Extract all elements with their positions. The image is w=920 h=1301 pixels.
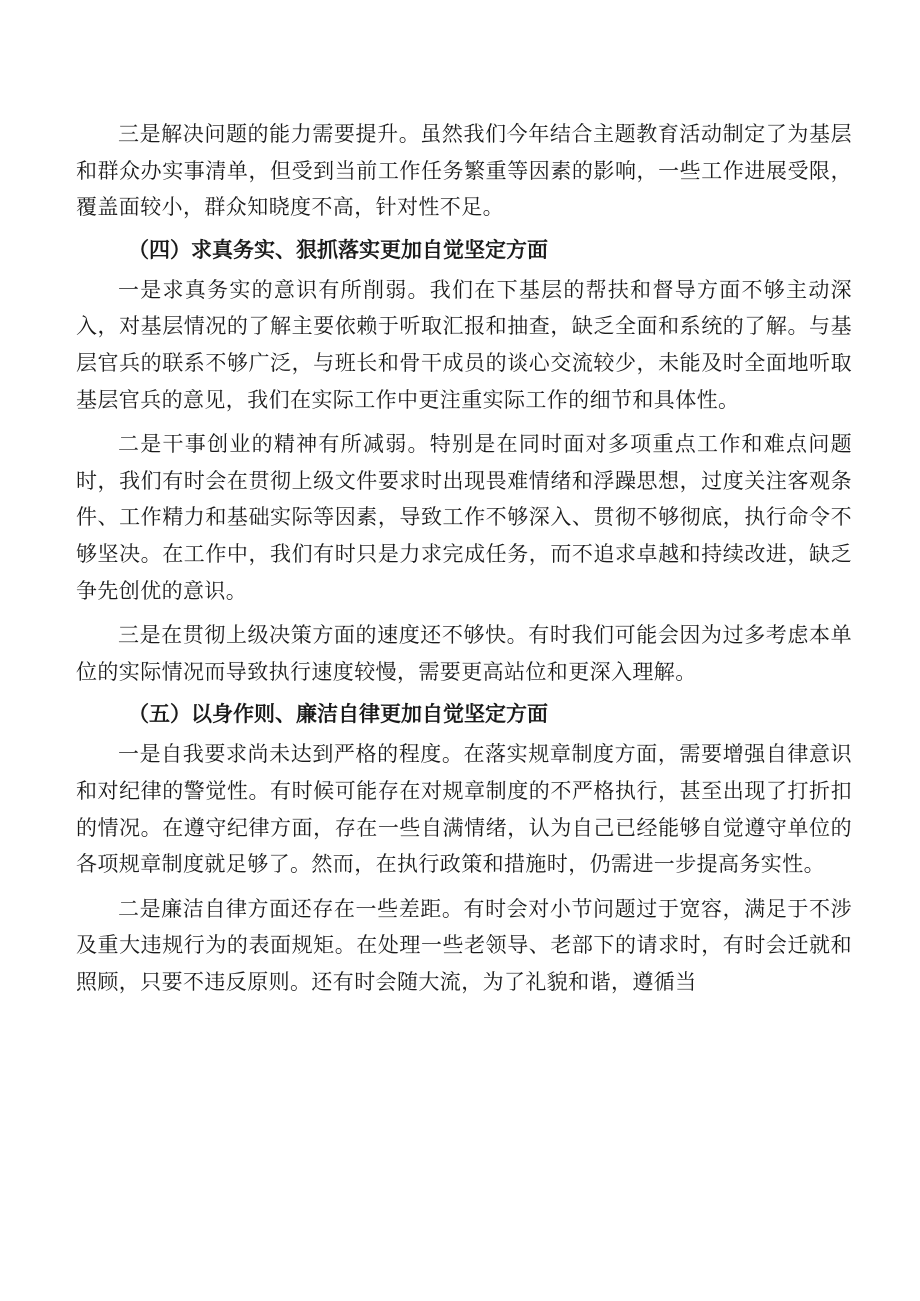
paragraph-4-2: 二是干事创业的精神有所减弱。特别是在同时面对多项重点工作和难点问题时，我们有时会在贯彻上级文件要求时出现畏难情绪和浮躁思想，过度关注客观条件、工作精力和基础实际等因素，导致工作不够深入、贯彻不够彻底，执行命令不够坚决。在工作中，我们有时只是力求完成任务，而不追求卓越和持续改进，缺乏争先创优的意识。 bbox=[76, 432, 852, 603]
section-heading-5: （五）以身作则、廉洁自律更加自觉坚定方面 bbox=[128, 702, 548, 727]
paragraph-4-3: 三是在贯彻上级决策方面的速度还不够快。有时我们可能会因为过多考虑本单位的实际情况而导致执行速度较慢，需要更高站位和更深入理解。 bbox=[76, 623, 852, 684]
paragraph-5-2: 二是廉洁自律方面还存在一些差距。有时会对小节问题过于宽容，满足于不涉及重大违规行为的表面规矩。在处理一些老领导、老部下的请求时，有时会迁就和照顾，只要不违反原则。还有时会随大流，为了礼貌和谐，遵循当 bbox=[76, 896, 852, 994]
section-heading-4: （四）求真务实、狠抓落实更加自觉坚定方面 bbox=[128, 237, 548, 262]
paragraph-problem-solving: 三是解决问题的能力需要提升。虽然我们今年结合主题教育活动制定了为基层和群众办实事清单，但受到当前工作任务繁重等因素的影响，一些工作进展受限，覆盖面较小，群众知晓度不高，针对性不足。 bbox=[76, 122, 852, 220]
document-page bbox=[76, 116, 852, 1000]
paragraph-5-1: 一是自我要求尚未达到严格的程度。在落实规章制度方面，需要增强自律意识和对纪律的警觉性。有时候可能存在对规章制度的不严格执行，甚至出现了打折扣的情况。在遵守纪律方面，存在一些自满情绪，认为自己已经能够自觉遵守单位的各项规章制度就足够了。然而，在执行政策和措施时，仍需进一步提高务实性。 bbox=[76, 742, 852, 877]
paragraph-4-1: 一是求真务实的意识有所削弱。我们在下基层的帮扶和督导方面不够主动深入，对基层情况的了解主要依赖于听取汇报和抽查，缺乏全面和系统的了解。与基层官兵的联系不够广泛，与班长和骨干成员的谈心交流较少，未能及时全面地听取基层官兵的意见，我们在实际工作中更注重实际工作的细节和具体性。 bbox=[76, 277, 852, 412]
